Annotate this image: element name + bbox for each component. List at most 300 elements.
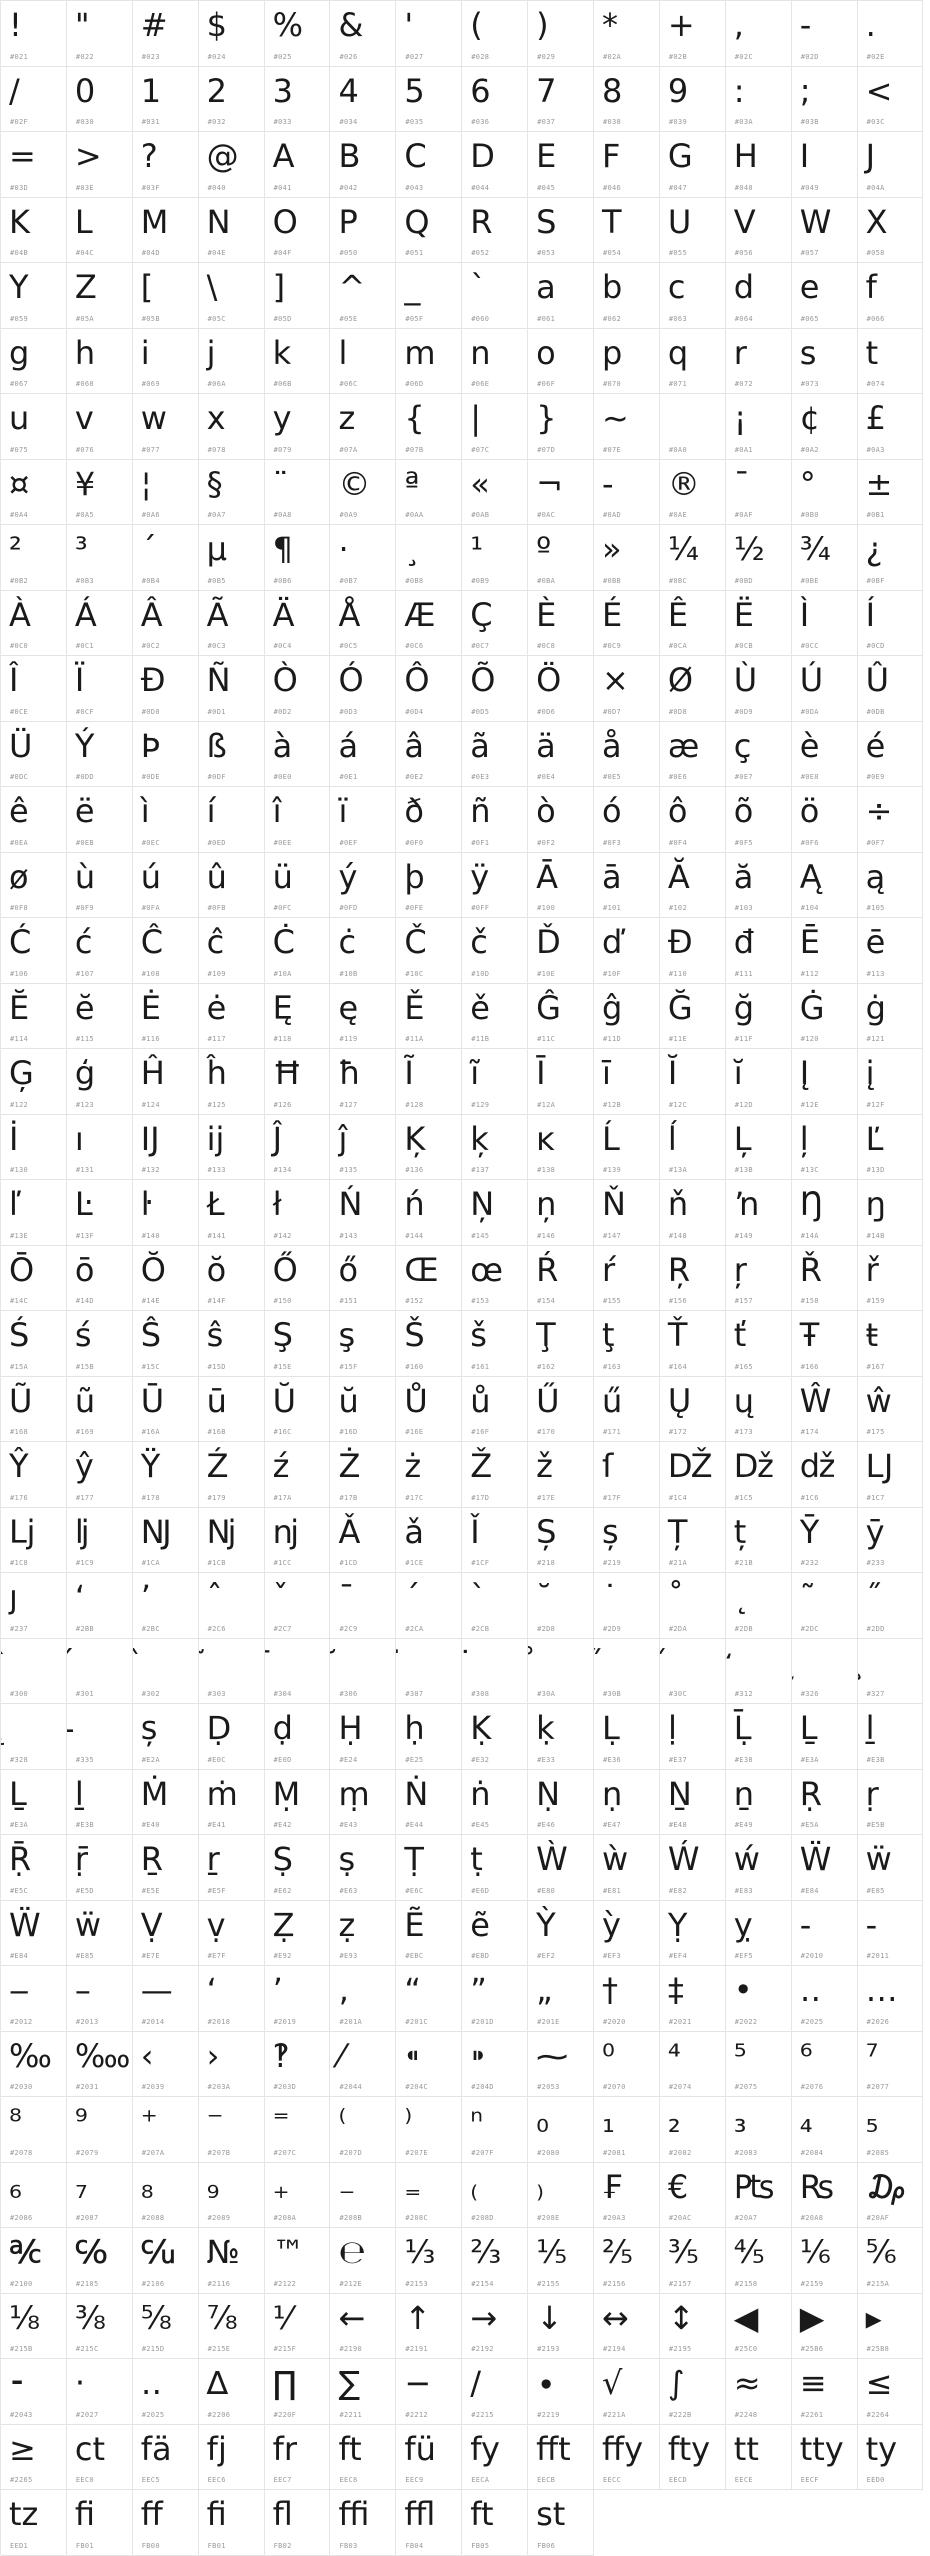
glyph-char: Ģ [9,1054,34,1092]
glyph-code: #04E [207,249,226,257]
glyph-code: EEC6 [207,2476,226,2484]
glyph-char: ~ [602,399,629,437]
glyph-cell [528,2359,594,2425]
glyph-char: ỳ [602,1905,621,1944]
glyph-char: ŏ [206,1250,227,1289]
glyph-cell [726,2228,792,2294]
glyph-code: #153 [471,1297,490,1305]
glyph-code: #177 [75,1493,94,1502]
glyph-char: T [602,202,622,241]
glyph-char: ℅ [74,2233,108,2271]
glyph-cell [726,2032,792,2098]
glyph-code: #173 [734,1428,753,1436]
glyph-char: S [536,202,557,241]
glyph-code: #02B [668,52,687,61]
glyph-char: Ķ [404,1119,426,1158]
glyph-cell [594,2032,660,2098]
glyph-cell [528,1,594,67]
glyph-code: #E81 [603,1886,622,1895]
glyph-cell [660,329,726,395]
glyph-char: ĭ [733,1054,743,1092]
glyph-char: ‥ [799,1971,822,2009]
glyph-code: #2086 [10,2214,33,2222]
glyph-cell [462,1049,528,1115]
glyph-cell [265,918,331,984]
glyph-cell [133,2228,199,2294]
glyph-cell [462,460,528,526]
glyph-char: e [799,268,820,306]
glyph-code: #0EE [273,838,292,847]
glyph-char: Ā [536,857,559,896]
glyph-char: fft [536,2429,571,2468]
glyph-char: · [338,530,349,568]
glyph-cell [792,853,858,919]
glyph-char: Ö [536,661,562,699]
glyph-code: #2022 [734,2017,758,2026]
glyph-char: Č [404,923,427,961]
glyph-code: #067 [10,380,29,388]
glyph-cell [528,1966,594,2032]
glyph-char: ē [865,923,886,961]
glyph-cell [1,1508,67,1574]
glyph-cell [133,1442,199,1508]
glyph-cell [528,2097,594,2163]
glyph-char: ẅ [74,1905,102,1944]
glyph-code: #0BC [668,576,687,585]
glyph-code: #0B5 [207,576,226,585]
glyph-char: fty [667,2429,711,2468]
glyph-char: ¿ [865,530,883,568]
glyph-cell [396,1,462,67]
glyph-cell [199,591,265,657]
glyph-code: #0D0 [141,707,160,716]
glyph-char: Ť [667,1316,688,1354]
glyph-code: FB00 [141,2541,160,2550]
glyph-cell [133,1573,199,1639]
glyph-code: #12C [668,1100,687,1109]
glyph-code: #03B [800,118,819,126]
glyph-code: #021 [10,52,29,61]
glyph-code: #04D [141,249,160,257]
glyph-cell [462,2359,528,2425]
glyph-cell [462,1704,528,1770]
glyph-cell [858,1180,924,1246]
glyph-code: #0B4 [141,576,160,585]
glyph-char: ʻ [74,1578,86,1616]
glyph-cell [594,329,660,395]
glyph-code: #13F [75,1231,94,1240]
glyph-cell [792,787,858,853]
glyph-code: #078 [207,445,226,454]
glyph-cell [792,1180,858,1246]
glyph-code: #326 [800,1690,819,1698]
glyph-char: ¼ [667,530,699,568]
glyph-cell [858,853,924,919]
glyph-char: @ [206,137,239,175]
glyph-cell [133,1966,199,2032]
glyph-code: #215B [10,2345,33,2353]
glyph-char: Ħ [272,1054,302,1092]
glyph-char: ⅖ [602,2233,634,2271]
glyph-code: #043 [405,183,424,192]
glyph-char: Õ [470,661,496,699]
glyph-code: #2191 [405,2345,428,2353]
glyph-code: #0D1 [207,707,226,716]
glyph-code: #204C [405,2083,428,2091]
glyph-cell [199,263,265,329]
glyph-cell [1,329,67,395]
glyph-char: Ỳ [536,1905,556,1944]
glyph-code: #0C0 [10,642,29,650]
glyph-char: ṃ [338,1774,370,1813]
glyph-cell [726,1835,792,1901]
glyph-char: Ė [140,988,161,1027]
glyph-cell [1,1573,67,1639]
glyph-cell [1,1835,67,1901]
glyph-char: ff [140,2495,163,2533]
glyph-cell [396,1639,462,1705]
glyph-char: ₆ [9,2167,22,2206]
glyph-cell [726,1639,792,1705]
glyph-char: ˝ [865,1578,882,1616]
glyph-code: #0B6 [273,576,292,585]
glyph-code: #139 [603,1166,622,1174]
glyph-code: #17B [339,1493,358,1502]
glyph-cell [133,2359,199,2425]
glyph-code: #077 [141,445,160,454]
glyph-code: #25B8 [866,2345,890,2353]
glyph-code: #124 [141,1100,160,1109]
glyph-char: Ẓ [272,1905,295,1944]
glyph-code: #038 [603,118,622,126]
glyph-code: #303 [207,1690,226,1698]
glyph-char: ½ [733,530,765,568]
glyph-cell [858,1311,924,1377]
glyph-cell [858,1966,924,2032]
glyph-code: #0A3 [866,445,885,454]
glyph-cell [594,918,660,984]
glyph-code: #0A0 [668,445,687,454]
glyph-char: Ŝ [140,1316,162,1354]
glyph-code: #13D [866,1166,885,1174]
glyph-char: ș [602,1512,619,1551]
glyph-char: İ [9,1119,19,1158]
glyph-cell [726,1901,792,1967]
glyph-code: #06F [537,380,556,388]
glyph-code: #03C [866,118,885,126]
glyph-code: #201C [405,2017,428,2026]
glyph-code: #20AC [668,2214,692,2222]
glyph-cell [528,1901,594,1967]
glyph-code: #12B [603,1100,622,1109]
glyph-code: #1CF [471,1559,490,1567]
glyph-code: #040 [207,183,226,192]
glyph-code: #EF2 [537,1952,556,1960]
glyph-code: #E3A [10,1821,29,1829]
glyph-code: #060 [471,314,490,323]
glyph-code: #143 [339,1231,358,1240]
glyph-char: → [470,2298,498,2337]
glyph-char: p [602,333,623,372]
glyph-code: #0C8 [537,642,556,650]
glyph-cell [462,2097,528,2163]
glyph-code: #14D [75,1297,94,1305]
glyph-code: #2074 [668,2083,692,2091]
glyph-cell [199,1115,265,1181]
glyph-code: #0B3 [75,576,94,585]
glyph-cell [265,1901,331,1967]
glyph-char: ẅ [865,1840,892,1878]
glyph-char: ę [338,988,359,1027]
glyph-code: #E93 [339,1952,358,1960]
glyph-cell [528,1115,594,1181]
glyph-cell [396,67,462,133]
glyph-cell [1,2294,67,2360]
glyph-char: ã [470,726,490,765]
glyph-char: 3 [272,71,293,110]
glyph-char: ∆ [206,2364,229,2402]
glyph-cell [462,1311,528,1377]
glyph-code: #2192 [471,2345,494,2353]
glyph-cell [594,2097,660,2163]
glyph-char: Ż [338,1447,361,1485]
glyph-cell [396,1049,462,1115]
glyph-cell [133,1311,199,1377]
glyph-char: ʼ [140,1578,151,1616]
glyph-code: EECC [603,2476,622,2484]
glyph-code: #0C5 [339,642,358,650]
glyph-code: #312 [734,1690,753,1698]
glyph-code: #0D9 [734,707,753,716]
glyph-code: #E80 [537,1886,556,1895]
glyph-cell [858,722,924,788]
glyph-code: #12E [800,1100,819,1109]
glyph-code: #30C [668,1690,687,1698]
glyph-char: ₧ [733,2167,775,2206]
glyph-char: › [206,2036,220,2075]
glyph-cell [660,132,726,198]
glyph-char: ↓ [536,2298,563,2337]
glyph-cell [726,460,792,526]
glyph-cell [265,1639,331,1705]
glyph-cell [528,1639,594,1705]
glyph-code: #2D9 [603,1624,622,1633]
glyph-cell [528,2490,594,2556]
glyph-cell [67,2097,133,2163]
glyph-cell [726,1508,792,1574]
glyph-cell [396,722,462,788]
glyph-char: Ł [206,1185,225,1223]
glyph-cell [528,2032,594,2098]
glyph-char: ⁶ [799,2036,813,2075]
glyph-char: Ṝ [9,1840,32,1878]
glyph-cell [594,2359,660,2425]
glyph-char: Ŭ [272,1381,296,1420]
glyph-char: 4 [338,71,359,110]
glyph-code: #306 [339,1690,358,1698]
glyph-char: C [404,137,427,175]
glyph-char: Ņ [470,1185,495,1223]
glyph-char: Ǎ [338,1512,361,1551]
glyph-code: #218 [537,1559,556,1567]
glyph-cell [199,2425,265,2491]
glyph-code: #132 [141,1166,160,1174]
glyph-code: #1C5 [734,1493,753,1502]
glyph-cell [330,1442,396,1508]
glyph-char: ' [404,6,414,44]
glyph-code: #21B [734,1559,753,1567]
glyph-code: #10A [273,969,292,978]
glyph-code: #02E [866,52,885,61]
glyph-code: #0FF [471,904,490,912]
glyph-char: , [733,6,744,44]
glyph-cell [1,1442,67,1508]
glyph-code: #215F [273,2345,297,2353]
glyph-cell [396,1573,462,1639]
glyph-cell [660,1835,726,1901]
glyph-cell [792,1966,858,2032]
glyph-code: #122 [10,1100,29,1109]
glyph-char: ŧ [865,1316,879,1354]
glyph-code: #16B [207,1428,226,1436]
glyph-code: #20A8 [800,2214,824,2222]
glyph-cell [594,853,660,919]
glyph-code: #14B [866,1231,885,1240]
glyph-cell [528,722,594,788]
glyph-code: #17A [273,1493,292,1502]
glyph-code: #05D [273,314,292,323]
glyph-code: #E7E [141,1952,160,1960]
glyph-cell [528,198,594,264]
glyph-code: #0A9 [339,511,358,519]
glyph-char: ‚ [338,1971,349,2009]
glyph-char: & [338,6,364,44]
glyph-code: #0B2 [10,576,29,585]
glyph-code: #15F [339,1362,358,1371]
glyph-cell [265,787,331,853]
glyph-char: ï [338,792,348,830]
glyph-cell [858,787,924,853]
glyph-char: Ḹ [733,1709,752,1747]
glyph-cell [858,1704,924,1770]
glyph-code: #2087 [75,2214,99,2222]
glyph-cell [265,2228,331,2294]
glyph-cell [133,2097,199,2163]
glyph-code: FB06 [537,2541,556,2550]
glyph-cell [67,1573,133,1639]
glyph-code: #0DC [10,773,29,781]
glyph-char: ć [74,923,93,961]
glyph-code: #1CC [273,1559,292,1567]
glyph-cell [396,525,462,591]
glyph-code: #174 [800,1428,819,1436]
glyph-char: Ḻ [9,1774,27,1813]
glyph-cell [1,2032,67,2098]
glyph-char: ¯ [733,464,750,503]
glyph-cell [660,1049,726,1115]
glyph-cell [858,2032,924,2098]
glyph-cell [1,525,67,591]
glyph-char: Ū [140,1381,165,1420]
glyph-code: #2C7 [273,1624,292,1633]
glyph-cell [726,1442,792,1508]
glyph-cell [133,394,199,460]
glyph-char: s [799,333,817,372]
glyph-cell [330,198,396,264]
glyph-code: #114 [10,1035,29,1043]
glyph-cell [1,2163,67,2229]
glyph-cell [462,2032,528,2098]
glyph-char: â [404,726,424,765]
glyph-cell [265,329,331,395]
glyph-cell [67,1,133,67]
glyph-char: ņ [536,1185,557,1223]
glyph-cell [396,394,462,460]
glyph-cell [462,1901,528,1967]
glyph-char: Ü [9,726,33,765]
glyph-cell [594,394,660,460]
glyph-char: Z [74,268,97,306]
glyph-code: #152 [405,1297,424,1305]
glyph-char: ³ [74,530,88,568]
glyph-code: #20A3 [603,2214,626,2222]
glyph-cell [594,67,660,133]
glyph-cell [660,918,726,984]
glyph-code: #E5E [141,1886,160,1895]
glyph-cell [330,1246,396,1312]
glyph-cell [265,2490,331,2556]
glyph-cell [1,1311,67,1377]
glyph-char: ⅓ [404,2233,436,2271]
glyph-cell [396,1966,462,2032]
glyph-char: ĝ [602,988,623,1027]
glyph-char: ↕ [667,2298,695,2337]
glyph-code: #212E [339,2279,363,2288]
glyph-code: #EF5 [734,1952,753,1960]
glyph-code: EECA [471,2476,490,2484]
glyph-code: #304 [273,1690,292,1698]
glyph-cell [199,67,265,133]
glyph-cell [67,853,133,919]
glyph-char: ⅗ [667,2233,699,2271]
glyph-char: _ [404,268,421,306]
glyph-cell [396,1704,462,1770]
glyph-cell [1,1639,67,1705]
glyph-code: #149 [734,1231,753,1240]
glyph-cell [1,656,67,722]
glyph-code: #146 [537,1231,556,1240]
glyph-cell [330,591,396,657]
glyph-cell [330,1573,396,1639]
glyph-char: ſ [602,1447,614,1485]
glyph-char: n [470,333,491,372]
glyph-cell [396,918,462,984]
glyph-cell [660,2163,726,2229]
glyph-char: ‱ [74,2036,131,2075]
glyph-code: #133 [207,1166,226,1174]
glyph-cell [660,1639,726,1705]
glyph-char: ⁹ [74,2102,88,2140]
glyph-char: à [272,726,293,765]
glyph-char: Ṁ [140,1774,169,1813]
glyph-char: ⁿ [470,2102,483,2140]
glyph-char: Ê [667,595,689,634]
glyph-char: Ô [404,661,430,699]
glyph-code: #066 [866,314,885,323]
glyph-char: Y [9,268,29,306]
glyph-cell [265,1,331,67]
glyph-code: #1C7 [866,1493,885,1502]
